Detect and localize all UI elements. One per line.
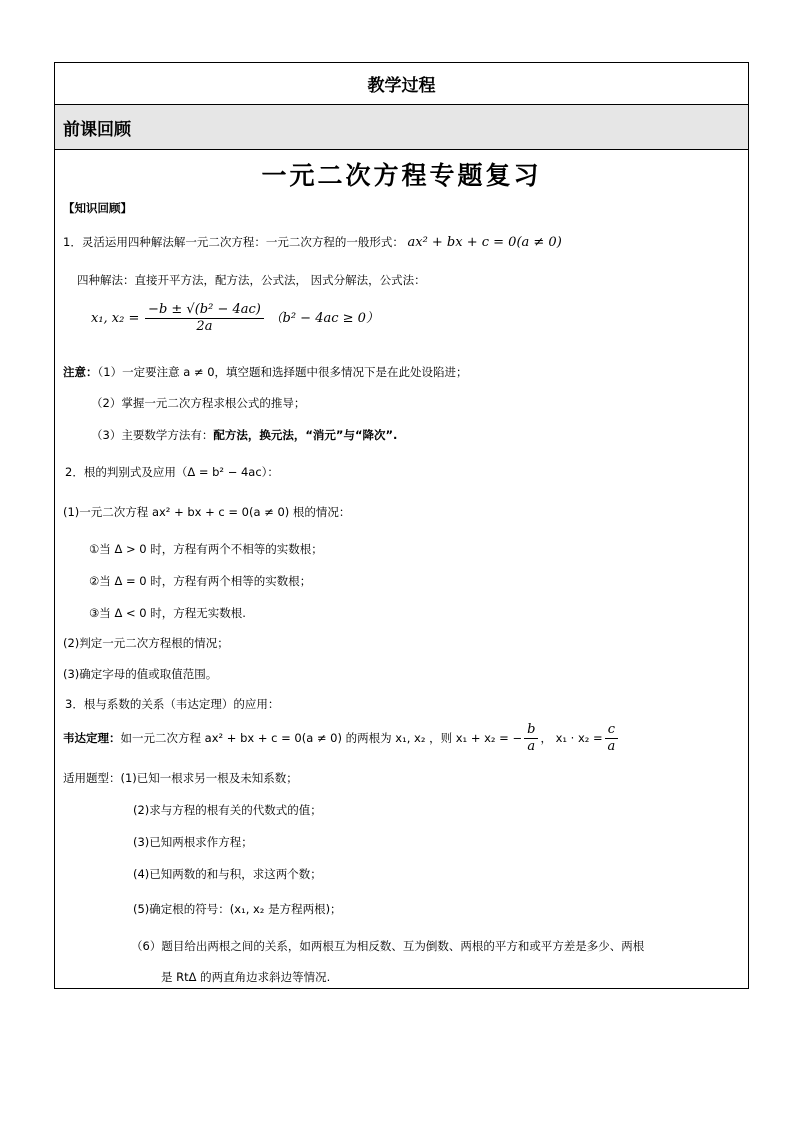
case-positive: ①当 Δ > 0 时，方程有两个不相等的实数根； (89, 542, 323, 556)
table-title: 教学过程 (55, 63, 748, 105)
formula-condition: （b² − 4ac ≥ 0） (269, 311, 379, 326)
case-zero: ②当 Δ = 0 时，方程有两个相等的实数根； (89, 574, 312, 588)
vieta-prod-num: c (605, 722, 618, 739)
apply-item-3: (3)已知两根求作方程； (133, 835, 253, 849)
apply-item-4: (4)已知两数的和与积，求这两个数； (133, 867, 322, 881)
quadratic-formula (91, 302, 379, 335)
note-3 (91, 427, 397, 443)
apply-item-6-line-1: （6）题目给出两根之间的关系，如两根互为相反数、互为倒数、两根的平方和或平方差是多少、两根 (131, 939, 645, 953)
apply-item-6-line-2: 是 RtΔ 的两直角边求斜边等情况. (161, 970, 331, 984)
formula-denominator: 2a (196, 319, 213, 334)
vieta-product-fraction (605, 722, 618, 755)
apply-item-5: (5)确定根的符号：(x₁, x₂ 是方程两根)； (133, 902, 342, 916)
apply-line-1 (63, 770, 298, 786)
formula-lhs: x₁, x₂ = (91, 311, 140, 326)
knowledge-heading: 【知识回顾】 (63, 201, 132, 215)
note-label: 注意： (63, 365, 98, 379)
note-1-text: （1）一定要注意 a ≠ 0，填空题和选择题中很多情况下是在此处设陷进； (97, 365, 468, 379)
note-1 (63, 364, 468, 380)
methods-line: 四种解法：直接开平方法，配方法，公式法， 因式分解法，公式法： (77, 273, 426, 287)
vieta-prod-den: a (607, 739, 616, 754)
vieta-sum-den: a (527, 739, 536, 754)
note-2: （2）掌握一元二次方程求根公式的推导； (91, 396, 306, 410)
section-3-title: 3．根与系数的关系（韦达定理）的应用： (65, 697, 280, 711)
section-header: 前课回顾 (55, 105, 748, 150)
vieta-label: 韦达定理： (63, 731, 121, 745)
vieta-text: 如一元二次方程 ax² + bx + c = 0(a ≠ 0) 的两根为 x₁, x₂ ，则 x₁ + x₂ = − (120, 731, 523, 745)
section-2-item-2: (2)判定一元二次方程根的情况； (63, 636, 229, 650)
content-cell (55, 150, 748, 988)
section-2-title: 2．根的判别式及应用（Δ = b² − 4ac）： (65, 465, 279, 479)
apply-item-1: (1)已知一根求另一根及未知系数； (120, 771, 298, 785)
section-1 (63, 234, 562, 251)
vieta-theorem (63, 722, 620, 755)
general-form: ax² + bx + c = 0(a ≠ 0) (407, 235, 562, 250)
document-title: 一元二次方程专题复习 (261, 161, 542, 190)
apply-item-2: (2)求与方程的根有关的代数式的值； (133, 803, 322, 817)
vieta-sum-num: b (524, 722, 538, 739)
vieta-sum-fraction (524, 722, 538, 755)
section-2-item-1: (1)一元二次方程 ax² + bx + c = 0(a ≠ 0) 根的情况： (63, 505, 351, 519)
note-3-text: （3）主要数学方法有： (91, 428, 214, 442)
lesson-table (54, 62, 749, 989)
note-3-methods: 配方法，换元法，“消元”与“降次”. (213, 428, 398, 442)
case-negative: ③当 Δ < 0 时，方程无实数根. (89, 606, 246, 620)
formula-fraction (145, 302, 264, 335)
vieta-product: ， x₁ · x₂ = (540, 731, 603, 745)
formula-numerator: −b ± √(b² − 4ac) (145, 302, 264, 319)
section-2-item-3: (3)确定字母的值或取值范围。 (63, 667, 218, 681)
apply-label: 适用题型： (63, 771, 121, 785)
section-1-text: 1．灵活运用四种解法解一元二次方程：一元二次方程的一般形式： (63, 235, 404, 249)
